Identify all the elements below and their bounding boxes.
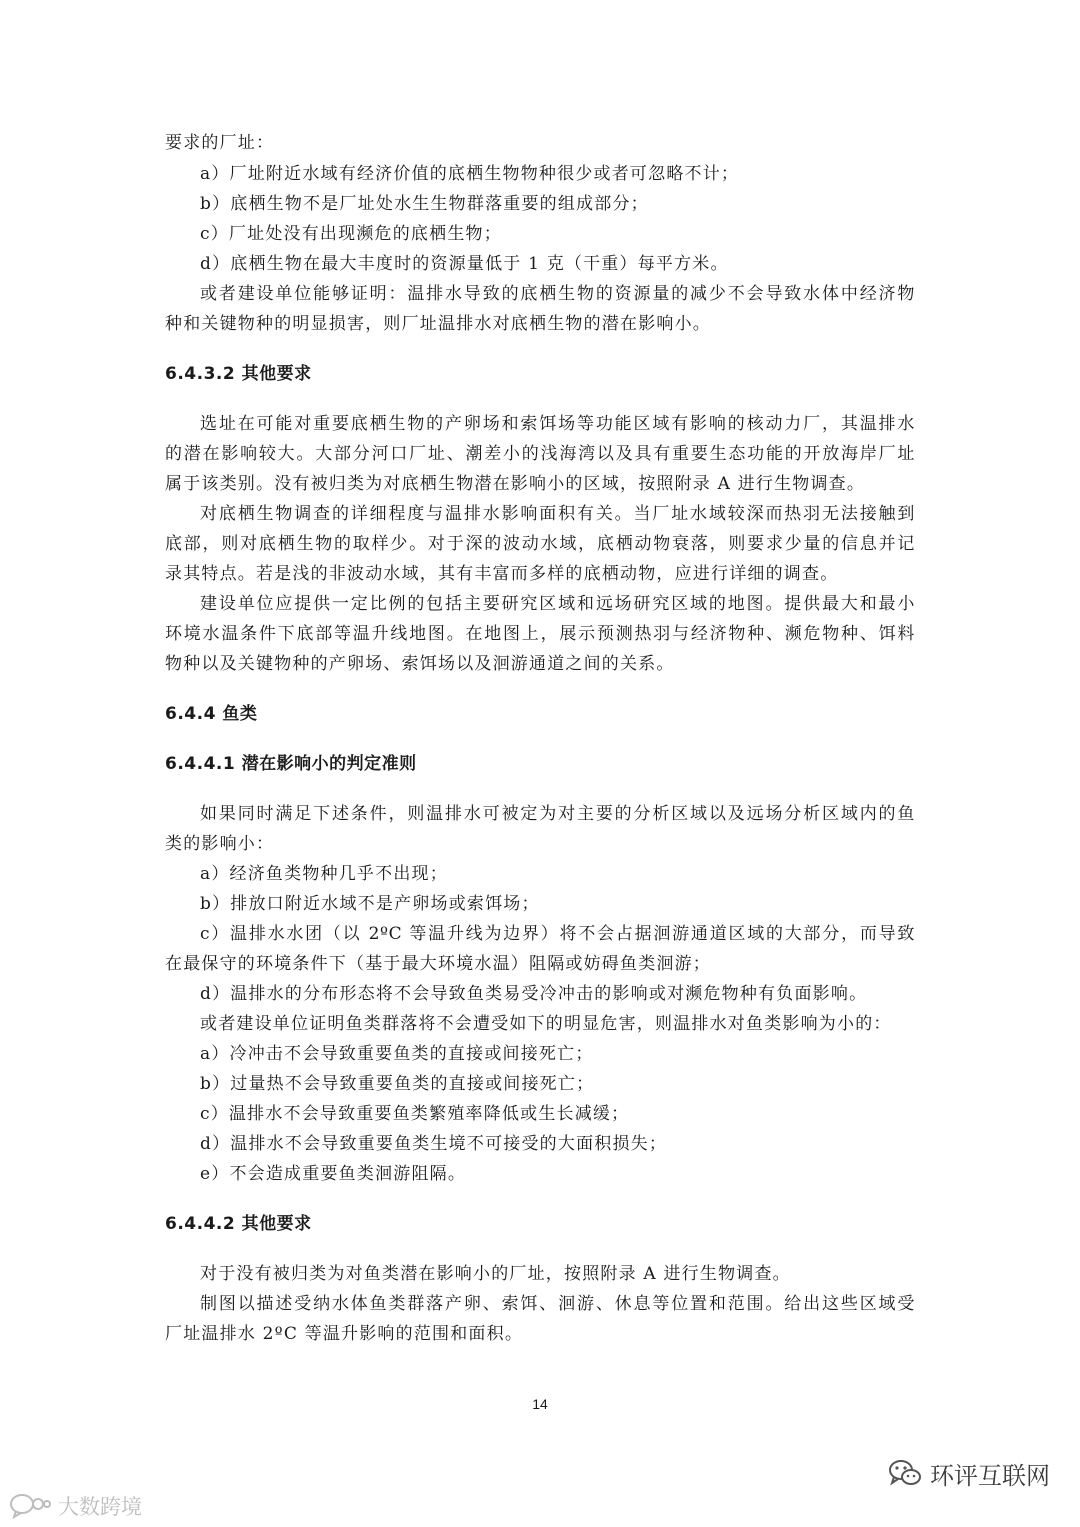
list-item: a）厂址附近水域有经济价值的底栖生物物种很少或者可忽略不计； [200,164,740,184]
paragraph-line: 或者建设单位能够证明：温排水导致的底栖生物的资源量的减少不会导致水体中经济物 [200,284,915,304]
section-heading: 6.4.4.1 潜在影响小的判定准则 [165,754,417,774]
list-item: b）底栖生物不是厂址处水生生物群落重要的组成部分； [200,194,649,214]
list-item: c）厂址处没有出现濒危的底栖生物； [200,224,502,244]
list-item: 在最保守的环境条件下（基于最大环境水温）阻隔或妨碍鱼类洄游； [165,954,711,974]
wechat-watermark [888,1455,1050,1491]
list-item: d）温排水的分布形态将不会导致鱼类易受冷冲击的影响或对濒危物种有负面影响。 [200,984,868,1004]
section-heading: 6.4.4.2 其他要求 [165,1214,312,1234]
list-item: b）过量热不会导致重要鱼类的直接或间接死亡； [200,1074,595,1094]
paragraph-line: 物种以及关键物种的产卵场、索饵场以及洄游通道之间的关系。 [165,654,675,674]
wechat-icon [888,1458,922,1488]
list-item: c）温排水不会导致重要鱼类繁殖率降低或生长减缓； [200,1104,630,1124]
list-item: d）温排水不会导致重要鱼类生境不可接受的大面积损失； [200,1134,668,1154]
list-item: d）底栖生物在最大丰度时的资源量低于 1 克（干重）每平方米。 [200,254,729,274]
paragraph-line: 录其特点。若是浅的非波动水域，其有丰富而多样的底栖动物，应进行详细的调查。 [165,564,839,584]
list-item: e）不会造成重要鱼类洄游阻隔。 [200,1164,467,1184]
paragraph-line: 对底栖生物调查的详细程度与温排水影响面积有关。当厂址水域较深而热羽无法接触到 [200,504,915,524]
paragraph-line: 制图以描述受纳水体鱼类群落产卵、索饵、洄游、休息等位置和范围。给出这些区域受 [200,1294,915,1314]
wechat-account-name: 环评互联网 [930,1461,1050,1490]
list-item: a）经济鱼类物种几乎不出现； [200,864,448,884]
paragraph-line: 底部，则对底栖生物的取样少。对于深的波动水域，底栖动物衰落，则要求少量的信息并记 [165,534,915,554]
list-item: a）冷冲击不会导致重要鱼类的直接或间接死亡； [200,1044,594,1064]
paragraph-line: 如果同时满足下述条件，则温排水可被定为对主要的分析区域以及远场分析区域内的鱼 [200,804,915,824]
list-item: c）温排水水团（以 2ºC 等温升线为边界）将不会占据洄游通道区域的大部分，而导致 [200,924,915,944]
paragraph-line: 选址在可能对重要底栖生物的产卵场和索饵场等功能区域有影响的核动力厂，其温排水 [200,414,915,434]
paragraph-line: 的潜在影响较大。大部分河口厂址、潮差小的浅海湾以及具有重要生态功能的开放海岸厂址 [165,444,915,464]
paragraph-line: 建设单位应提供一定比例的包括主要研究区域和远场研究区域的地图。提供最大和最小 [200,594,915,614]
paragraph-line: 厂址温排水 2ºC 等温升影响的范围和面积。 [165,1324,524,1344]
section-heading: 6.4.3.2 其他要求 [165,364,312,384]
source-watermark [8,1490,142,1522]
section-heading: 6.4.4 鱼类 [165,704,258,724]
paragraph-line: 环境水温条件下底部等温升线地图。在地图上，展示预测热羽与经济物种、濒危物种、饵料 [165,624,915,644]
speech-bubble-icon [8,1492,52,1520]
paragraph-line: 类的影响小： [165,834,275,854]
paragraph-line: 或者建设单位证明鱼类群落将不会遭受如下的明显危害，则温排水对鱼类影响为小的： [200,1014,892,1034]
paragraph-line: 要求的厂址： [165,133,275,153]
paragraph-line: 种和关键物种的明显损害，则厂址温排水对底栖生物的潜在影响小。 [165,314,711,334]
source-name: 大数跨境 [58,1495,142,1519]
paragraph-line: 属于该类别。没有被归类为对底栖生物潜在影响小的区域，按照附录 A 进行生物调查。 [165,474,866,494]
list-item: b）排放口附近水域不是产卵场或索饵场； [200,894,540,914]
page-number: 14 [532,1396,548,1412]
paragraph-line: 对于没有被归类为对鱼类潜在影响小的厂址，按照附录 A 进行生物调查。 [200,1264,791,1284]
